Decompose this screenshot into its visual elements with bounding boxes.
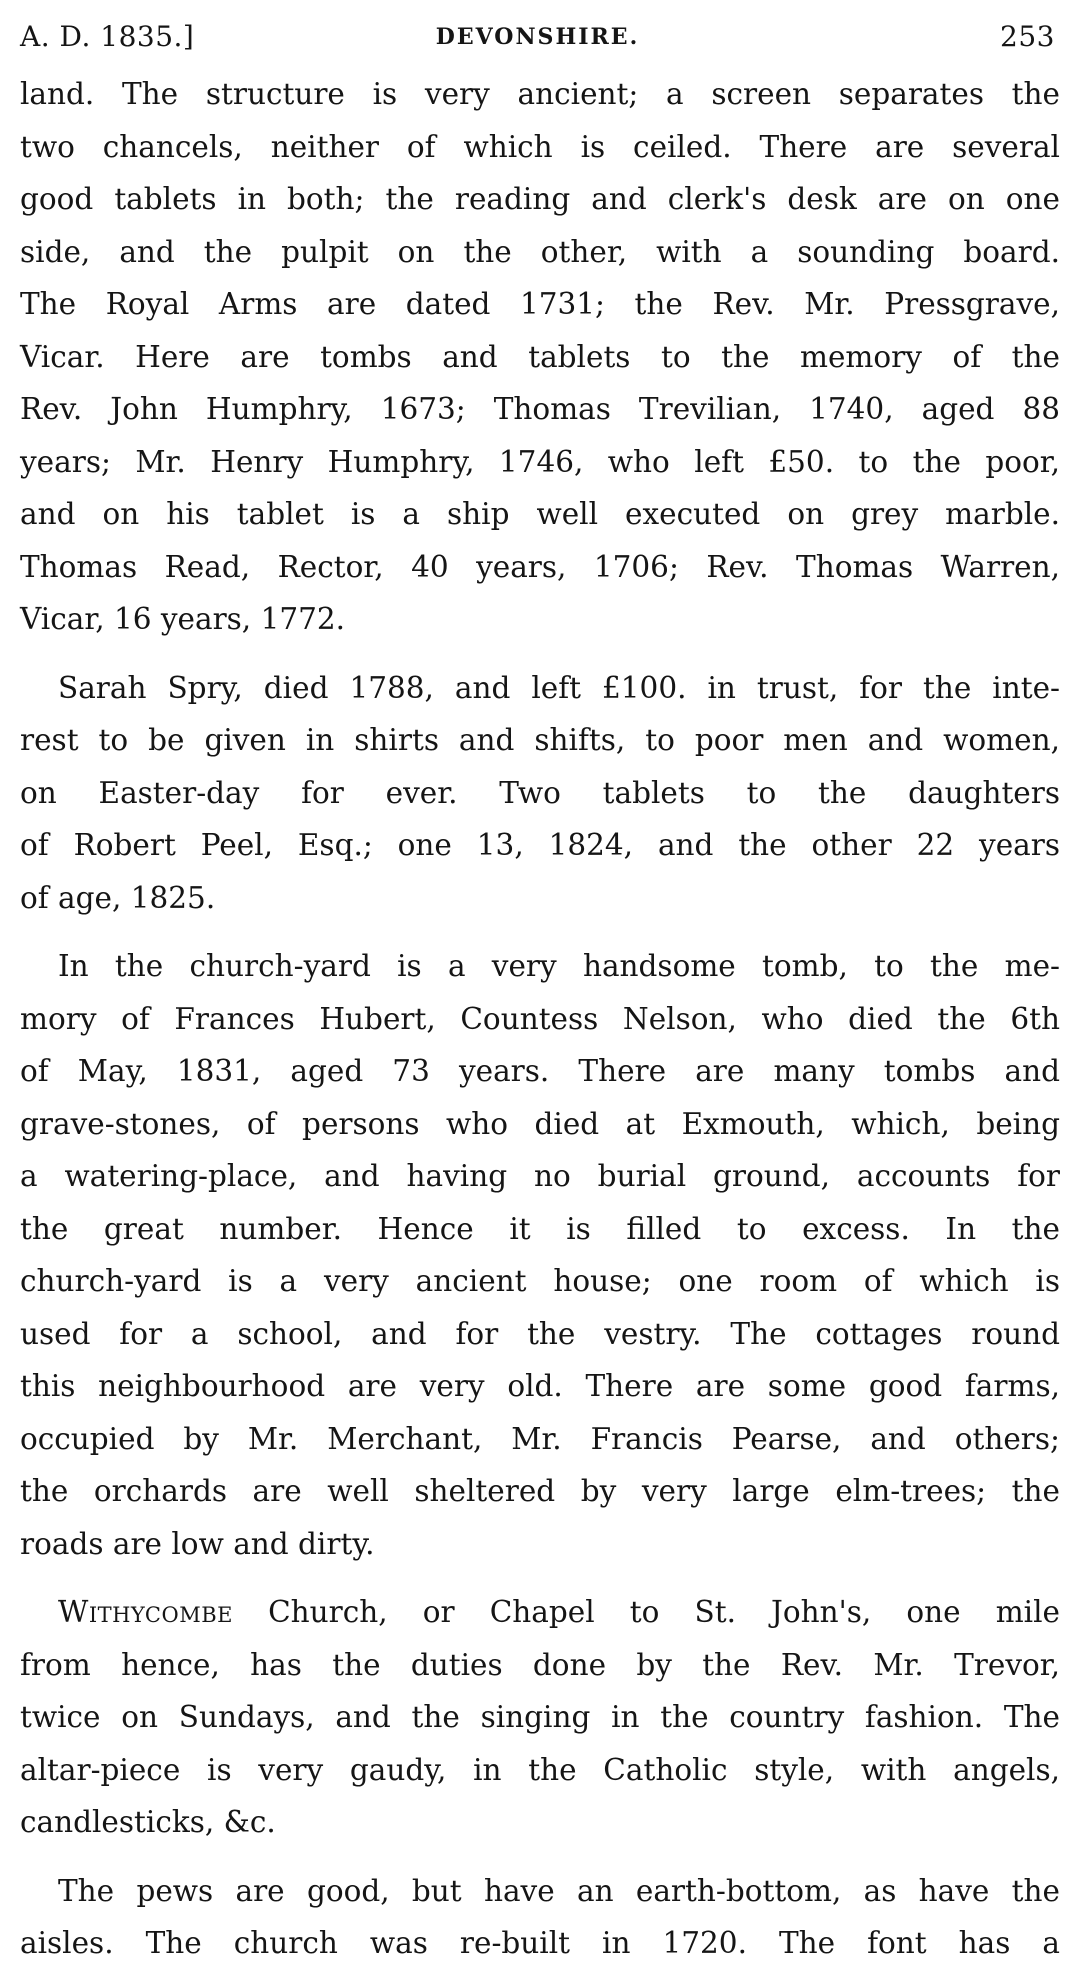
- text-line: The pews are good, but have an earth-bottom, as have the: [58, 1873, 1060, 1908]
- text-line: a watering-place, and having no burial ground, accounts for: [20, 1159, 1060, 1193]
- text-line: Thomas Read, Rector, 40 years, 1706; Rev. Thomas Warren,: [20, 549, 1060, 584]
- text-line: grave-stones, of persons who died at Exmouth, which, being: [20, 1106, 1060, 1141]
- text-line: of Robert Peel, Esq.; one 13, 1824, and the other 22 years: [20, 828, 1060, 862]
- text-line: land. The structure is very ancient; a screen separates the: [20, 77, 1060, 111]
- text-line: from hence, has the duties done by the Rev. Mr. Trevor,: [20, 1647, 1060, 1682]
- text-line: candlesticks, &c.: [20, 1805, 276, 1839]
- body-text: [20, 68, 1060, 1970]
- text-line: the great number. Hence it is filled to excess. In the: [20, 1211, 1060, 1246]
- text-line: side, and the pulpit on the other, with a sounding board.: [20, 234, 1060, 269]
- running-head: [20, 20, 1055, 60]
- paragraph-3: [20, 940, 1060, 1570]
- place-name: Withycombe: [58, 1595, 233, 1629]
- page-number: 253: [1000, 20, 1055, 53]
- text-line: this neighbourhood are very old. There are some good farms,: [20, 1369, 1060, 1403]
- paragraph-1: [20, 68, 1060, 646]
- text-line: twice on Sundays, and the singing in the country fashion. The: [20, 1700, 1060, 1734]
- text-line: occupied by Mr. Merchant, Mr. Francis Pearse, and others;: [20, 1421, 1060, 1456]
- text-line: altar-piece is very gaudy, in the Catholic style, with angels,: [20, 1752, 1060, 1787]
- text-line: years; Mr. Henry Humphry, 1746, who left £50. to the poor,: [20, 444, 1060, 479]
- text-line: good tablets in both; the reading and clerk's desk are on one: [20, 182, 1060, 216]
- text-line: The Royal Arms are dated 1731; the Rev. Mr. Pressgrave,: [20, 287, 1060, 321]
- text-line: Sarah Spry, died 1788, and left £100. in trust, for the inte-: [58, 670, 1060, 705]
- text-line: In the church-yard is a very handsome tomb, to the me-: [58, 949, 1060, 983]
- text-line: Rev. John Humphry, 1673; Thomas Trevilian, 1740, aged 88: [20, 392, 1060, 426]
- text-line: roads are low and dirty.: [20, 1526, 375, 1561]
- header-date: A. D. 1835.]: [20, 20, 195, 53]
- text-line: two chancels, neither of which is ceiled. There are several: [20, 129, 1060, 164]
- paragraph-2: [20, 662, 1060, 925]
- header-title: DEVONSHIRE.: [435, 24, 640, 50]
- paragraph-5: [20, 1865, 1060, 1970]
- text-line: Vicar, 16 years, 1772.: [20, 602, 346, 636]
- text-line: of May, 1831, aged 73 years. There are many tombs and: [20, 1054, 1060, 1088]
- text-line: [20, 1586, 1060, 1639]
- text-line: rest to be given in shirts and shifts, to poor men and women,: [20, 723, 1060, 757]
- text-line: and on his tablet is a ship well executed on grey marble.: [20, 497, 1060, 531]
- text-line: mory of Frances Hubert, Countess Nelson, who died the 6th: [20, 1001, 1060, 1036]
- text-fragment: Church, or Chapel to St. John's, one mile: [232, 1595, 1060, 1629]
- text-line: the orchards are well sheltered by very large elm-trees; the: [20, 1474, 1060, 1508]
- text-line: aisles. The church was re-built in 1720. The font has a: [20, 1926, 1060, 1960]
- text-line: Vicar. Here are tombs and tablets to the memory of the: [20, 339, 1060, 374]
- paragraph-4: [20, 1586, 1060, 1849]
- text-line: of age, 1825.: [20, 880, 216, 915]
- text-line: church-yard is a very ancient house; one room of which is: [20, 1264, 1060, 1298]
- text-line: on Easter-day for ever. Two tablets to the daughters: [20, 775, 1060, 810]
- text-line: used for a school, and for the vestry. The cottages round: [20, 1316, 1060, 1351]
- book-page: [20, 0, 1060, 1972]
